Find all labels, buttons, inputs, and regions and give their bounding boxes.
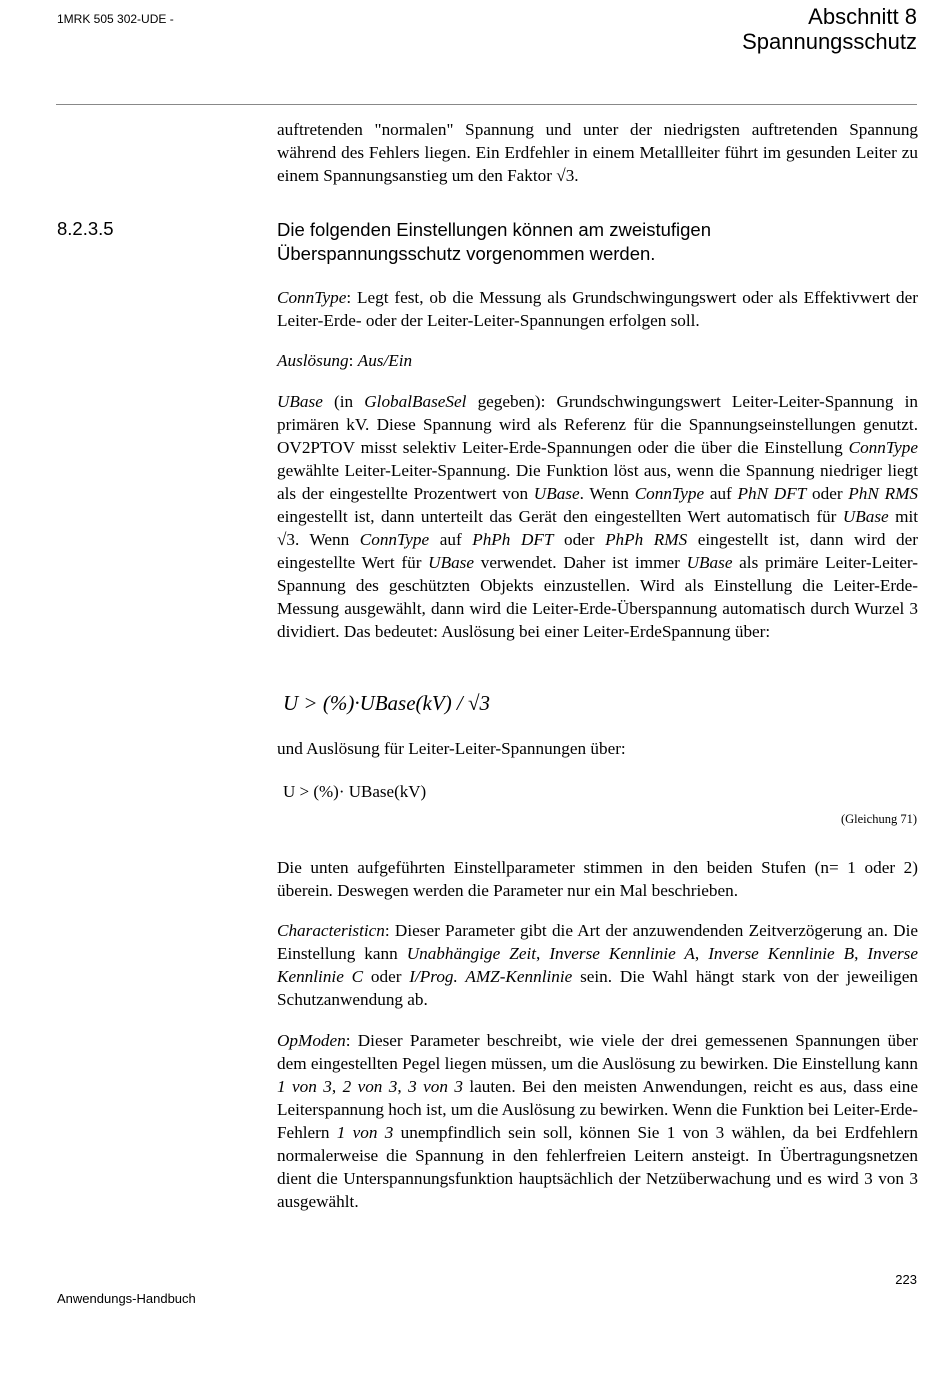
- option: I/Prog. AMZ-Kennlinie: [409, 967, 573, 986]
- text: eingestellt ist, dann unterteilt das Gerät den eingestellten Wert automatisch für: [277, 507, 843, 526]
- text: auf: [704, 484, 738, 503]
- text: gegeben): Grundschwingungswert Leiter-Leiter-Spannung in primären kV. Diese Spannung wird als Referenz für die Spannungseinstellungen genutzt. OV2PTOV misst selektiv Leiter-Erde-Spannungen oder die über die Einstellung: [277, 392, 918, 457]
- subsection-title: Die folgenden Einstellungen können am zweistufigen Überspannungsschutz vorgenommen werden.: [277, 219, 712, 264]
- subsection-number: 8.2.3.5: [57, 218, 114, 239]
- text: ,: [397, 1077, 409, 1096]
- option: 1 von 3: [336, 1123, 394, 1142]
- page-number: 223: [895, 1272, 917, 1287]
- ausloesung-value: Aus/Ein: [357, 351, 413, 370]
- between-text: und Auslösung für Leiter-Leiter-Spannungen über:: [277, 739, 626, 758]
- opmode-paragraph: [277, 1029, 918, 1213]
- text: unempfindlich sein soll, können Sie 1 von 3 wählen, da bei Erdfehlern normalerweise die Spannung in den fehlerfreien Leitern ansteigt. In Übertragungsnetzen dient die Unterspannungsfunktion hauptsächlich der Netzüberwachung und es wird 3 von 3 ausgewählt.: [277, 1123, 918, 1211]
- conntype-text: : Legt fest, ob die Messung als Grundschwingungswert oder als Effektivwert der Leiter-Erde- oder der Leiter-Leiter-Spannungen erfolgen soll.: [277, 288, 918, 330]
- text: eingestellt ist, dann wird der eingestellte Wert für: [277, 530, 918, 572]
- section-header: [742, 4, 917, 54]
- text: mit √3. Wenn: [277, 507, 919, 549]
- text: ,: [536, 944, 550, 963]
- text: ,: [694, 944, 709, 963]
- option: 3 von 3: [408, 1077, 463, 1096]
- term: UBase: [428, 553, 474, 572]
- manual-name: Anwendungs-Handbuch: [57, 1291, 196, 1306]
- text: (in: [322, 392, 365, 411]
- text: oder: [363, 967, 410, 986]
- text: lauten. Bei den meisten Anwendungen, reicht es aus, dass eine Leiterspannung hoch ist, um die Auslösung zu bewirken. Wenn die Funktion bei Leiter-Erde-Fehlern: [277, 1077, 919, 1142]
- stages-paragraph: [277, 856, 918, 902]
- term: PhPh RMS: [605, 530, 688, 549]
- ausloesung-term: Auslösung: [277, 351, 349, 370]
- characteristic-paragraph: [277, 919, 918, 1011]
- option: 1 von 3: [277, 1077, 332, 1096]
- stages-text: Die unten aufgeführten Einstellparameter stimmen in den beiden Stufen (n= 1 oder 2) überein. Deswegen werden die Parameter nur ein Mal beschrieben.: [277, 858, 918, 900]
- text: gewählte Leiter-Leiter-Spannung. Die Funktion löst aus, wenn die Spannung niedriger liegt als der eingestellte Prozentwert von: [277, 461, 918, 503]
- option: Inverse Kennlinie A: [549, 944, 695, 963]
- section-number: Abschnitt 8: [808, 4, 917, 29]
- ubase-term: UBase: [277, 392, 323, 411]
- term: ConnType: [359, 530, 430, 549]
- text: verwendet. Daher ist immer: [474, 553, 687, 572]
- term: PhN RMS: [848, 484, 918, 503]
- section-title: Spannungsschutz: [742, 29, 917, 54]
- text: als primäre Leiter-Leiter-Spannung des geschützten Objekts einzustellen. Wird als Einstellung die Leiter-Erde-Messung ausgewählt, dann wird die Leiter-Erde-Überspannung automatisch durch Wurzel 3 dividiert. Das bedeutet: Auslösung bei einer Leiter-ErdeSpannung über:: [277, 553, 918, 641]
- document-id: 1MRK 505 302-UDE -: [57, 12, 174, 26]
- term: GlobalBaseSel: [364, 392, 467, 411]
- text: oder: [553, 530, 606, 549]
- characteristic-term: Characteristicn: [277, 921, 385, 940]
- ubase-paragraph: [277, 390, 918, 643]
- text: auf: [429, 530, 473, 549]
- option: Inverse Kennlinie B: [708, 944, 855, 963]
- ausloesung-paragraph: [277, 349, 918, 372]
- text: : Dieser Parameter gibt die Art der anzuwendenden Zeitverzögerung an. Die Einstellung kann: [277, 921, 918, 963]
- intro-paragraph: [277, 118, 918, 187]
- intro-text: auftretenden "normalen" Spannung und unter der niedrigsten auftretenden Spannung während des Fehlers liegen. Ein Erdfehler in einem Metallleiter führt im gesunden Leiter zu einem Spannungsanstieg um den Faktor √3.: [277, 120, 918, 185]
- between-paragraph: [277, 737, 918, 760]
- text: ,: [854, 944, 868, 963]
- term: UBase: [842, 507, 889, 526]
- option: Unabhängige Zeit: [406, 944, 537, 963]
- term: ConnType: [634, 484, 705, 503]
- conntype-term: ConnType: [277, 288, 347, 307]
- header-rule: [56, 104, 917, 105]
- option: 2 von 3: [342, 1077, 398, 1096]
- term: UBase: [686, 553, 733, 572]
- option: Inverse Kennlinie C: [277, 944, 918, 986]
- term: PhPh DFT: [472, 530, 554, 549]
- text: : Dieser Parameter beschreibt, wie viele der drei gemessenen Spannungen über dem eingestellten Pegel liegen müssen, um die Auslösung zu bewirken. Die Einstellung kann: [277, 1031, 918, 1073]
- text: sein. Die Wahl hängt stark von der jeweiligen Schutzanwendung ab.: [277, 967, 918, 1009]
- equation-label: (Gleichung 71): [840, 812, 917, 826]
- term: PhN DFT: [737, 484, 807, 503]
- ausloesung-sep: :: [348, 351, 358, 370]
- term: UBase: [533, 484, 580, 503]
- conntype-paragraph: [277, 286, 918, 332]
- text: ,: [331, 1077, 343, 1096]
- formula-phase-phase: U > (%)· UBase(kV): [283, 782, 427, 801]
- term: ConnType: [848, 438, 918, 457]
- formula-phase-earth: U > (%)·UBase(kV) / √3: [283, 691, 491, 715]
- text: oder: [806, 484, 849, 503]
- opmode-term: OpModen: [277, 1031, 346, 1050]
- text: . Wenn: [579, 484, 635, 503]
